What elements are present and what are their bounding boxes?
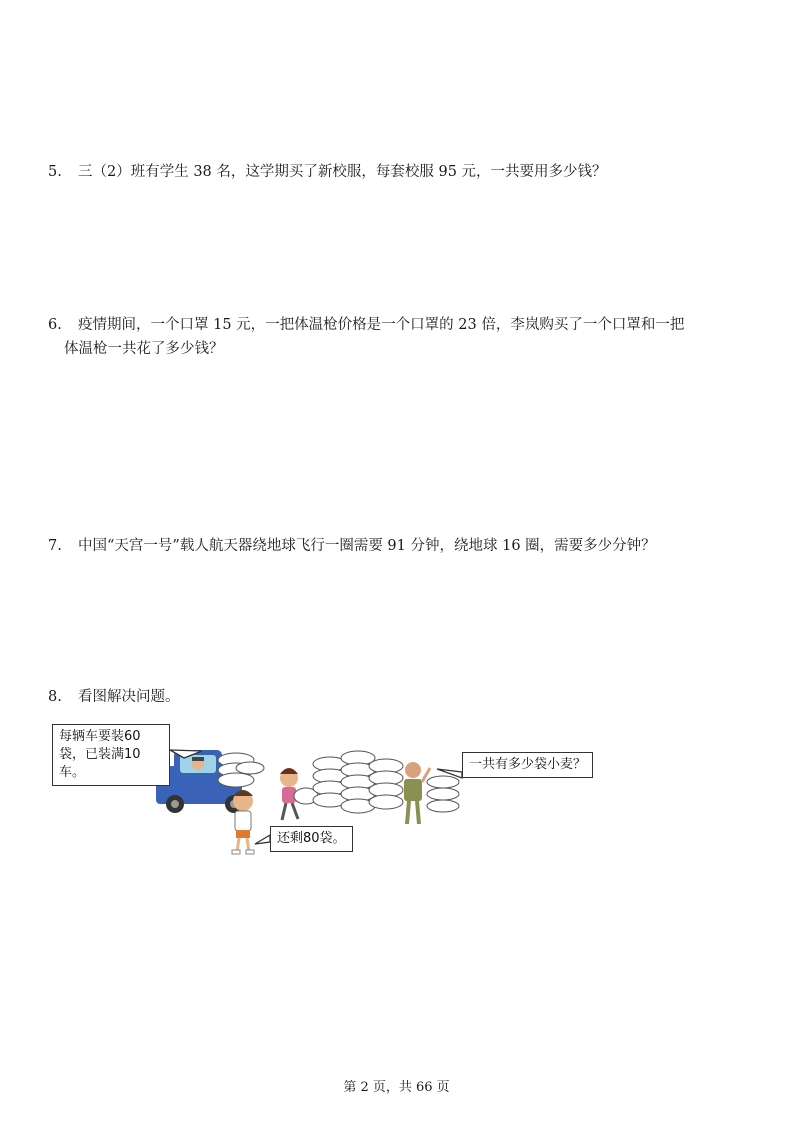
speech-bubble-truck xyxy=(52,724,170,786)
worker-icon xyxy=(404,762,430,824)
question-number: 5. xyxy=(48,164,62,180)
wheat-bags-icon xyxy=(313,751,459,813)
question-number: 8. xyxy=(48,689,62,705)
wheat-bags-illustration xyxy=(52,724,602,864)
bubble-line-2: 袋，已装满10车。 xyxy=(59,747,141,780)
question-text: 中国“天宫一号”载人航天器绕地球飞行一圈需要 91 分钟，绕地球 16 圈，需要多少分钟？ xyxy=(78,538,656,554)
girl-icon xyxy=(280,768,318,820)
bubble-text: 一共有多少袋小麦？ xyxy=(469,757,587,772)
speech-bubble-question xyxy=(462,752,593,778)
question-text-line2: 体温枪一共花了多少钱？ xyxy=(64,341,224,357)
question-number: 7. xyxy=(48,538,62,554)
speech-bubble-remaining xyxy=(270,826,353,852)
bubble-text: 还剩80袋。 xyxy=(277,831,346,846)
question-5 xyxy=(48,160,748,184)
boy-icon xyxy=(232,790,254,854)
question-text: 三（2）班有学生 38 名，这学期买了新校服，每套校服 95 元，一共要用多少钱？ xyxy=(78,164,607,180)
question-8 xyxy=(48,685,748,709)
bubble-line-1: 每辆车要装60 xyxy=(59,729,141,744)
question-6 xyxy=(48,313,748,361)
question-number: 6. xyxy=(48,317,62,333)
question-text: 疫情期间，一个口罩 15 元，一把体温枪价格是一个口罩的 23 倍，李岚购买了一个口罩和一把 xyxy=(78,317,685,333)
question-7 xyxy=(48,534,748,558)
page-footer: 第 2 页，共 66 页 xyxy=(343,1080,450,1095)
question-text: 看图解决问题。 xyxy=(78,689,180,705)
